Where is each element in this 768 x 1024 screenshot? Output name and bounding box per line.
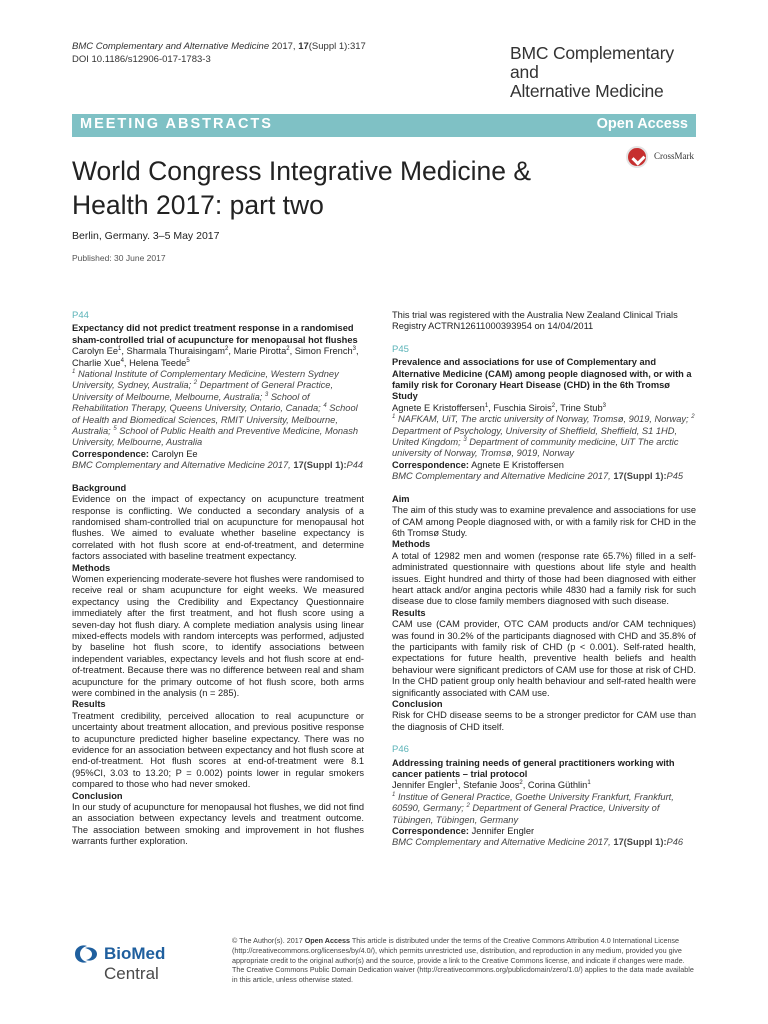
abstract-citation: [392, 837, 696, 848]
affiliation-sup: 3: [463, 436, 467, 443]
abstract-citation: [72, 460, 364, 471]
affiliation-sup: 5: [113, 425, 117, 432]
cite-year: 2017,: [584, 471, 614, 482]
license-text: This article is distributed under the terms of the Creative Commons Attribution 4.0 International License (http://creativecommons.org/licenses/by/4.0/), which permits unrestricted use, distribution, and reproduction in any medium, provided you give appropriate credit to the original author(s) and the source, provide a link to the Creative Commons license, and indicate if changes were made. The Creative Commons Public Domain Dedication waiver (http://creativecommons.org/publicdomain/zero/1.0/) applies to the data made available in this article, unless otherwise stated.: [232, 936, 694, 985]
page-title: World Congress Integrative Medicine & Health 2017: part two: [72, 156, 532, 220]
author-name: Marie Pirotta: [233, 346, 287, 357]
open-access-label: Open Access: [596, 116, 688, 132]
affiliation: National Institute of Complementary Medicine, Western Sydney University, Sydney, Australia;: [72, 369, 339, 391]
author-name: Helena Teede: [129, 357, 187, 368]
abstract-id: P45: [392, 343, 409, 355]
section-body: Risk for CHD disease seems to be a stronger predictor for CAM use than the diagnosis of CHD itself.: [392, 710, 696, 732]
author-list: Agnete E Kristoffersen$^1$, Fuschia Sirois$^2$, Trine Stub$^3$: [392, 402, 606, 413]
affiliation: Institue of General Practice, Goethe University Frankfurt, Frankfurt, 60590, Germany;: [392, 791, 674, 814]
affiliation: NAFKAM, UiT, The arctic university of Norway, Tromsø, 9019, Norway;: [397, 414, 689, 425]
cite-journal: BMC Complementary and Alternative Medicine: [392, 471, 585, 482]
correspondence-name: Agnete E Kristoffersen: [471, 459, 564, 470]
author-list: Carolyn Ee$^1$, Sharmala Thuraisingam$^2$, Marie Pirotta$^2$, Simon French$^3$, Charlie Xue$^4$, Helena Teede$^5$: [72, 346, 359, 368]
correspondence: [392, 460, 696, 471]
crossmark-label: CrossMark: [654, 151, 694, 161]
affiliation-sup: 2: [193, 380, 198, 387]
author-name: Charlie Xue: [72, 357, 121, 368]
citation-issue: (Suppl 1):317: [308, 41, 366, 52]
citation-journal: BMC Complementary and Alternative Medicine: [72, 41, 270, 52]
affiliation-list: [392, 792, 696, 826]
crossmark-badge[interactable]: [626, 146, 706, 170]
section-body: CAM use (CAM provider, OTC CAM products and/or CAM techniques) was found in 30.2% of the participants diagnosed with CHD and 35.8% of the participants with family risk of CHD (p < 0.001). Self-rated health, expectations for future health, preventive health beliefs and health behaviour were significant predictors of CAM use for those at risk of CHD. In the CHD patient group only health behaviour and self-rated health were significantly associated with CAM use.: [392, 619, 696, 698]
author-sup: 2: [519, 780, 523, 787]
section-body: Evidence on the impact of expectancy on acupuncture treatment response is conflicting. We conducted a secondary analysis of a randomised sham-controlled trial on acupuncture for menopausal hot flushes. We aimed to evaluate whether baseline expectancy is correlated with hot flush score at end-of-treatment, and determine factors associated with baseline treatment expectancy.: [72, 494, 364, 562]
license-copyright: © The Author(s). 2017: [232, 936, 305, 945]
author-sup: 1: [587, 780, 591, 787]
section-body: In our study of acupuncture for menopausal hot flushes, we did not find an association between expectancy levels and treatment outcome. The association between smoking and improvement in hot flushes warrants further exploration.: [72, 802, 364, 847]
section-heading: Results: [392, 607, 426, 618]
correspondence-label: Correspondence:: [392, 459, 469, 470]
meeting-location: Berlin, Germany. 3–5 May 2017: [72, 230, 220, 242]
affiliation: School of Rehabilitation Therapy, Queens University, Ontario, Canada;: [72, 391, 321, 414]
biomed-central-icon: [72, 942, 100, 964]
cite-year: 2017,: [584, 837, 614, 848]
citation-year: 2017,: [269, 41, 299, 52]
author-name: Carolyn Ee: [72, 346, 118, 357]
correspondence-label: Correspondence:: [72, 448, 149, 459]
section-heading: Methods: [72, 562, 111, 573]
author-sup: 4: [120, 357, 124, 364]
logo-normal: Central: [104, 964, 159, 983]
author-sup: 2: [286, 346, 290, 353]
affiliation: Department of General Practice, University of Melbourne, Melbourne, Australia;: [72, 380, 334, 402]
correspondence-label: Correspondence:: [392, 826, 469, 837]
author-name: Fuschia Sirois: [493, 402, 552, 413]
cite-journal: BMC Complementary and Alternative Medicine: [72, 460, 265, 471]
abstract-title: Expectancy did not predict treatment response in a randomised sham-controlled trial of acupuncture for menopausal hot flushes: [72, 323, 358, 345]
section-body: A total of 12982 men and women (response rate 65.7%) filled in a self-administrated questionnaire with questions about life style and health issues. Eight hundred and thirty of those had been diagnosed with either heart attack and/or angina pectoris while 4830 had a family risk for such disease due to close family members diagnosed with such disease.: [392, 550, 696, 607]
section-heading: Background: [72, 482, 127, 493]
affiliation-sup: 2: [466, 803, 470, 810]
author-name: Jennifer Engler: [392, 780, 455, 791]
affiliation: Department of community medicine, UiT The arctic university of Norway, Tromsø, 9019, Norway: [392, 437, 679, 459]
journal-logo-line2: Alternative Medicine: [510, 81, 664, 101]
section-heading: Conclusion: [392, 699, 443, 709]
section-heading: Methods: [392, 539, 431, 550]
author-name: Sharmala Thuraisingam: [126, 346, 226, 357]
correspondence-name: Carolyn Ee: [151, 448, 198, 459]
affiliation: School of Health and Biomedical Sciences, RMIT University, Melbourne, Australia;: [72, 403, 358, 437]
affiliation: Department of General Practice, University of Tübingen, Tübingen, Germany: [392, 803, 660, 825]
author-sup: 1: [454, 780, 458, 787]
trial-registration: This trial was registered with the Australia New Zealand Clinical Trials Registry ACTRN12611000393954 on 14/04/2011: [392, 310, 678, 332]
doi[interactable]: DOI 10.1186/s12906-017-1783-3: [72, 54, 211, 65]
left-column: [72, 310, 364, 848]
affiliation-sup: 1: [72, 368, 76, 375]
published-date: Published: 30 June 2017: [72, 253, 166, 263]
biomed-central-wordmark: [104, 944, 222, 984]
affiliation-list: [72, 369, 364, 449]
affiliation: Department of Psychology, University of Sheffield, Sheffield, S1 1HD, United Kingdom;: [392, 425, 678, 448]
affiliation-sup: 2: [691, 414, 695, 421]
correspondence-name: Jennifer Engler: [471, 826, 535, 837]
abstract-title: Addressing training needs of general practitioners working with cancer patients – trial protocol: [392, 757, 675, 780]
article-citation: [72, 40, 412, 66]
affiliation: School of Public Health and Preventive Medicine, Monash University, Melbourne, Australia: [72, 426, 359, 448]
journal-logo-line1: BMC Complementary and: [510, 43, 674, 82]
license-statement: [232, 936, 696, 985]
affiliation-sup: 1: [392, 791, 396, 798]
author-name: Agnete E Kristoffersen: [392, 402, 485, 413]
author-sup: 3: [352, 346, 356, 353]
author-sup: 2: [551, 402, 556, 409]
affiliation-sup: 3: [264, 391, 269, 398]
author-name: Trine Stub: [560, 402, 603, 413]
section-heading: Conclusion: [72, 790, 123, 801]
citation-volume: 17: [298, 41, 309, 52]
cite-volume: 17(Suppl 1):: [293, 460, 347, 471]
right-column: [392, 310, 696, 849]
journal-logo: [510, 44, 700, 101]
author-sup: 1: [118, 346, 122, 353]
logo-bold: BioMed: [104, 944, 166, 963]
affiliation-sup: 4: [323, 403, 327, 410]
author-name: Stefanie Joos: [463, 780, 520, 791]
section-body: Women experiencing moderate-severe hot flushes were randomised to receive real or sham acupuncture for eight weeks. We measured expectancy using the Credibility and Expectancy Questionnaire immediately after the first treatment, and hot flush score using a seven-day hot flush diary. A complete mediation analysis using linear mixed-effects models with random intercepts was performed, adjusted by baseline hot flush score, to identify associations between independent variables, expectancy levels and hot flush score at end-of-treatment. Because there was no difference between real and sham acupuncture for the primary outcome of hot flush score, both arms were combined in the analysis (n = 285).: [72, 573, 364, 698]
cite-page: P45: [666, 471, 684, 482]
cite-volume: 17(Suppl 1):: [613, 837, 667, 848]
abstract-id: P44: [72, 310, 89, 321]
author-name: Simon French: [294, 346, 353, 357]
cite-volume: 17(Suppl 1):: [613, 471, 667, 482]
cite-page: P46: [666, 837, 684, 848]
author-sup: 2: [225, 346, 229, 353]
license-open-access: Open Access: [304, 936, 350, 945]
biomed-central-logo: [72, 940, 222, 983]
section-heading: Aim: [392, 493, 410, 504]
cite-journal: BMC Complementary and Alternative Medicine: [392, 837, 585, 848]
author-list: Jennifer Engler$^1$, Stefanie Joos$^2$, Corina Güthlin$^1$: [392, 780, 591, 791]
author-sup: 1: [484, 402, 489, 409]
affiliation-sup: 1: [392, 414, 396, 421]
meeting-abstracts-banner: [72, 114, 696, 137]
section-body: Treatment credibility, perceived allocation to real acupuncture or uncertainty about treatment allocation, and previous positive response to acupuncture predicted higher baseline expectancy. There was no evidence for an association between expectancy and hot flush score at end-of-treatment. Hot flush scores at end-of-treatment were 8.1 (95%CI, 3.03 to 13.20; P = 0.002) points lower in regular smokers compared to those who had never smoked.: [72, 710, 364, 790]
abstract-id: P46: [392, 744, 409, 756]
section-body: The aim of this study was to examine prevalence and associations for use of CAM among People diagnosed with, or with a family risk for CHD in the 6th Tromsø Study.: [392, 505, 696, 538]
author-name: Corina Güthlin: [527, 780, 588, 791]
correspondence: [72, 449, 364, 460]
abstract-citation: [392, 471, 696, 482]
section-heading: Results: [72, 699, 106, 710]
correspondence: [392, 826, 696, 837]
banner-section-label: MEETING ABSTRACTS: [80, 116, 273, 132]
crossmark-icon: [626, 146, 648, 168]
author-sup: 3: [602, 402, 606, 409]
cite-page: P44: [346, 460, 364, 471]
author-sup: 5: [186, 357, 190, 364]
cite-year: 2017,: [264, 460, 294, 471]
abstract-title: Prevalence and associations for use of Complementary and Alternative Medicine (CAM) among people diagnosed with, or with a family risk for Coronary Heart Disease (CHD) in the 6th Tromsø Study: [392, 357, 692, 402]
affiliation-list: [392, 414, 696, 460]
